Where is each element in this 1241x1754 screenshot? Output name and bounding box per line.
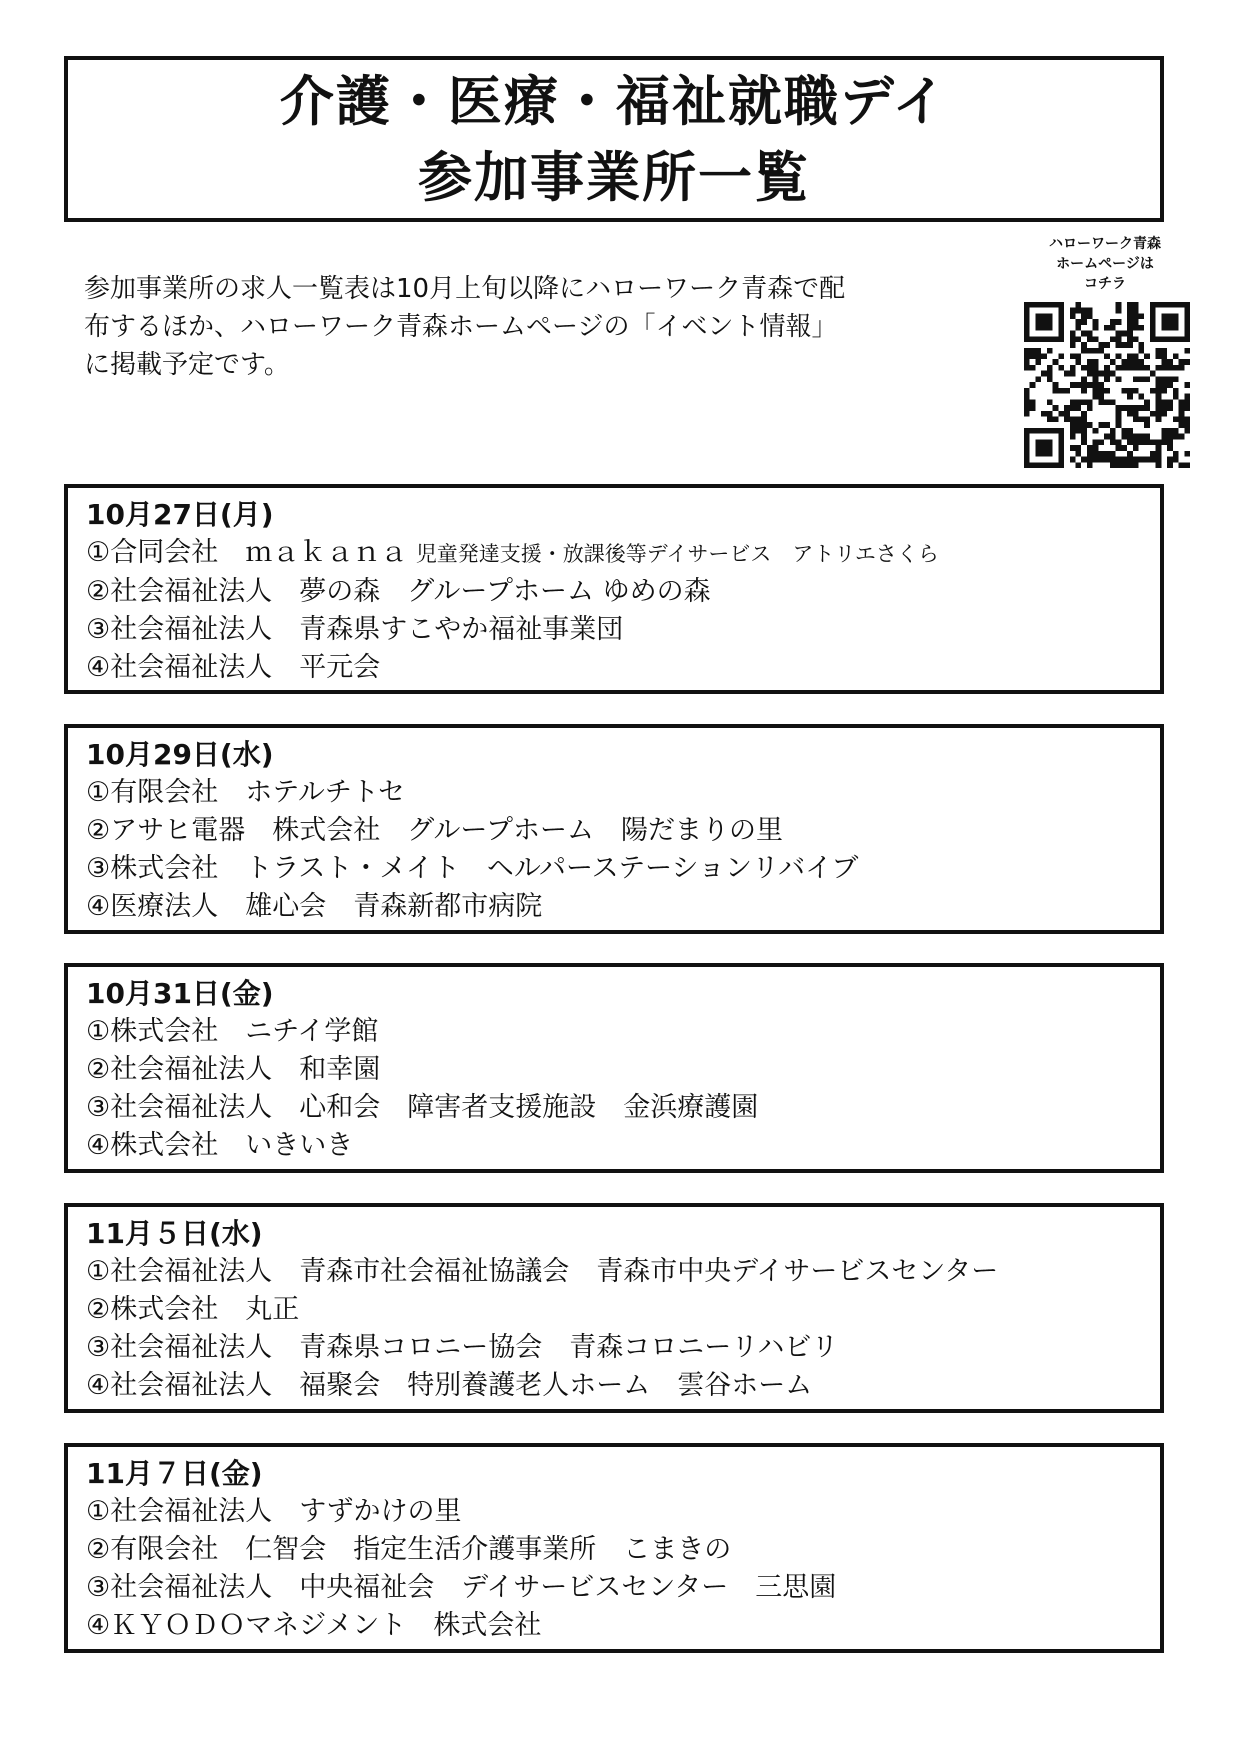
- qr-caption: [1020, 234, 1190, 294]
- company-entry: ①社会福祉法人 すずかけの里: [86, 1496, 462, 1527]
- day-box-5: [64, 1443, 1164, 1653]
- qr-caption-line: ホームページは: [1056, 256, 1154, 272]
- company-entry: ③株式会社 トラスト・メイト ヘルパーステーションリバイブ: [86, 853, 859, 884]
- company-entry: ①株式会社 ニチイ学館: [86, 1016, 379, 1047]
- qr-code-icon[interactable]: [1024, 302, 1190, 468]
- day-box-3: [64, 963, 1164, 1173]
- page-title: 介護・医療・福祉就職デイ: [279, 70, 949, 133]
- company-entry: ④医療法人 雄心会 青森新都市病院: [86, 891, 543, 922]
- page-subtitle: 参加事業所一覧: [418, 146, 810, 209]
- day-box-1: [64, 484, 1164, 694]
- intro-line: 参加事業所の求人一覧表は10月上旬以降にハローワーク青森で配: [84, 274, 846, 304]
- company-facility: 児童発達支援・放課後等デイサービス アトリエさくら: [415, 542, 939, 566]
- company-entry: [86, 534, 1160, 573]
- company-entry: ①有限会社 ホテルチトセ: [86, 777, 406, 808]
- title-box: [64, 56, 1164, 222]
- company-entry: ③社会福祉法人 中央福祉会 デイサービスセンター 三思園: [86, 1572, 837, 1603]
- qr-caption-line: コチラ: [1084, 276, 1126, 292]
- company-entry: ②有限会社 仁智会 指定生活介護事業所 こまきの: [86, 1534, 732, 1565]
- day-heading: 10月29日(水): [86, 738, 274, 771]
- company-name: ①合同会社 ｍａｋａｎａ: [86, 537, 408, 568]
- qr-caption-line: ハローワーク青森: [1049, 236, 1161, 252]
- company-entry: ④社会福祉法人 平元会: [86, 652, 381, 683]
- company-entry: ②社会福祉法人 和幸園: [86, 1054, 381, 1085]
- intro-line: 布するほか、ハローワーク青森ホームページの「イベント情報」: [84, 312, 838, 342]
- day-heading: 10月31日(金): [86, 977, 274, 1010]
- company-entry: ②社会福祉法人 夢の森 グループホーム ゆめの森: [86, 576, 711, 607]
- day-box-4: [64, 1203, 1164, 1413]
- company-entry: ②アサヒ電器 株式会社 グループホーム 陽だまりの里: [86, 815, 784, 846]
- company-entry: ④社会福祉法人 福聚会 特別養護老人ホーム 雲谷ホーム: [86, 1370, 813, 1401]
- day-box-2: [64, 724, 1164, 934]
- company-entry: ③社会福祉法人 青森県すこやか福祉事業団: [86, 614, 624, 645]
- intro-line: に掲載予定です。: [84, 350, 290, 380]
- company-entry: ③社会福祉法人 心和会 障害者支援施設 金浜療護園: [86, 1092, 759, 1123]
- day-heading: 11月５日(水): [86, 1217, 263, 1250]
- company-entry: ①社会福祉法人 青森市社会福祉協議会 青森市中央デイサービスセンター: [86, 1256, 999, 1287]
- company-entry: ④ＫＹＯＤＯマネジメント 株式会社: [86, 1610, 542, 1641]
- company-entry: ④株式会社 いきいき: [86, 1130, 354, 1161]
- intro-text: [84, 270, 1004, 384]
- company-entry: ②株式会社 丸正: [86, 1294, 300, 1325]
- day-heading: 10月27日(月): [86, 498, 274, 531]
- day-heading: 11月７日(金): [86, 1457, 263, 1490]
- company-entry: ③社会福祉法人 青森県コロニー協会 青森コロニーリハビリ: [86, 1332, 839, 1363]
